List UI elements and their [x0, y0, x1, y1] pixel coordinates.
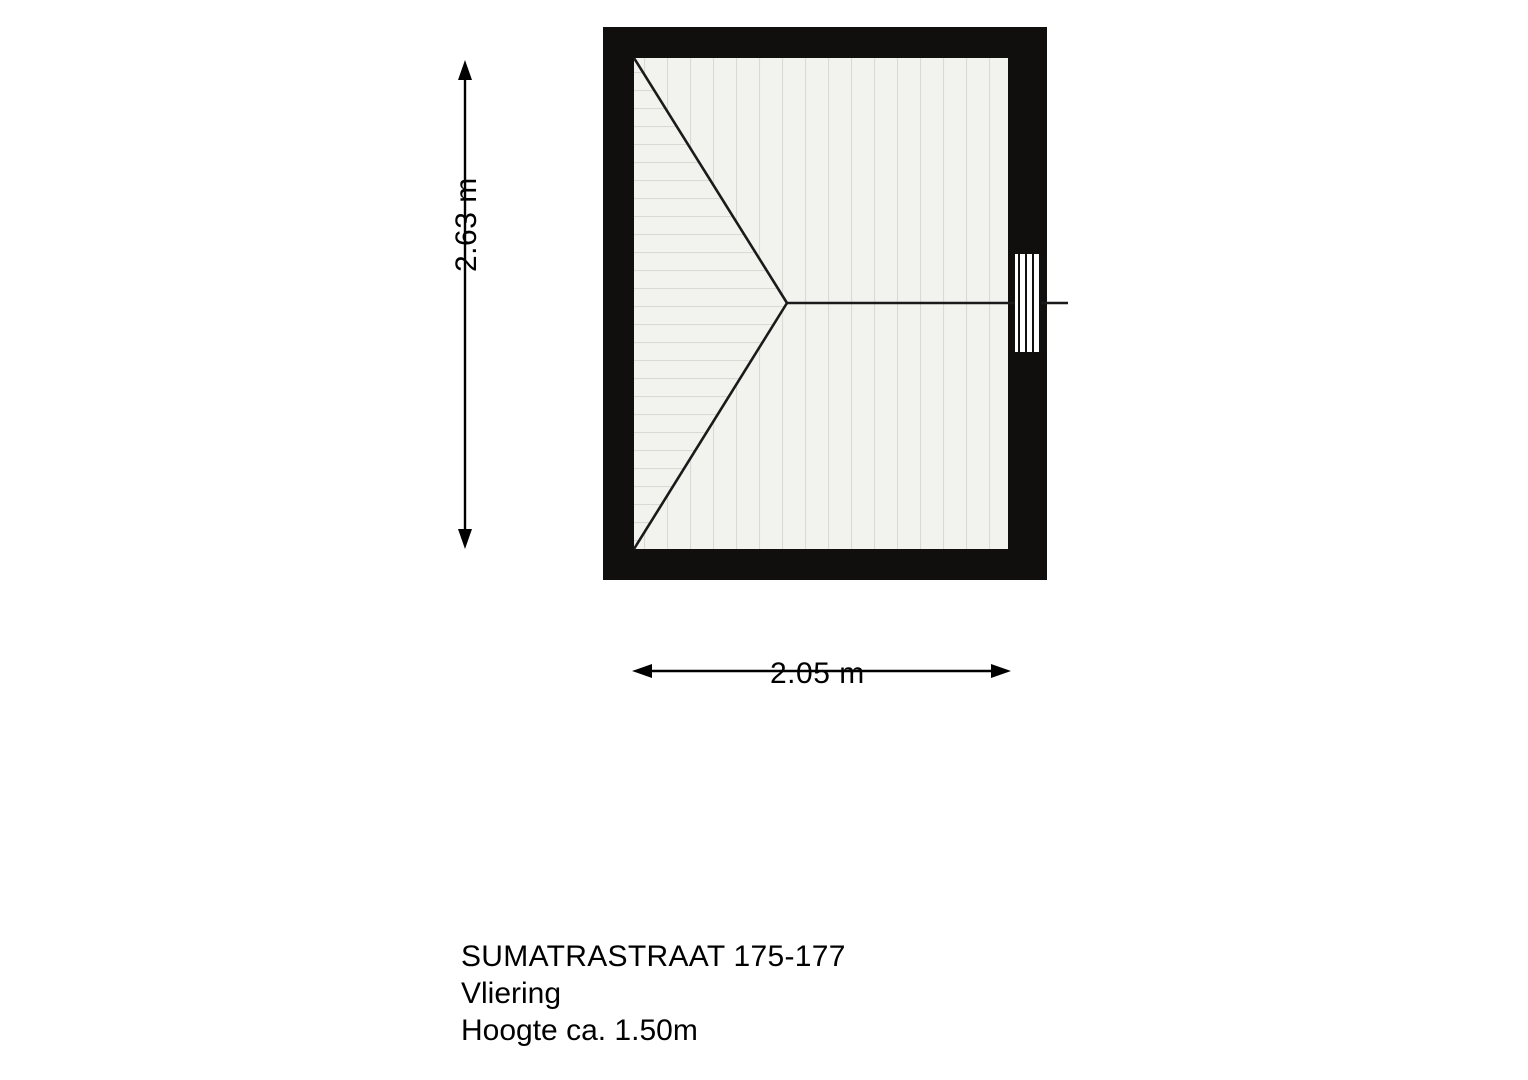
caption-floor: Vliering: [461, 977, 562, 1010]
caption-height-note: Hoogte ca. 1.50m: [461, 1014, 698, 1047]
window-opening-right-wall: [1015, 254, 1041, 352]
plan-caption: [461, 938, 846, 1049]
caption-address: SUMATRASTRAAT 175-177: [461, 940, 846, 973]
vertical-dimension-label: 2.63 m: [450, 177, 483, 272]
horizontal-dimension-label: 2.05 m: [770, 657, 865, 690]
dimension-arrow-vertical: [458, 60, 472, 549]
